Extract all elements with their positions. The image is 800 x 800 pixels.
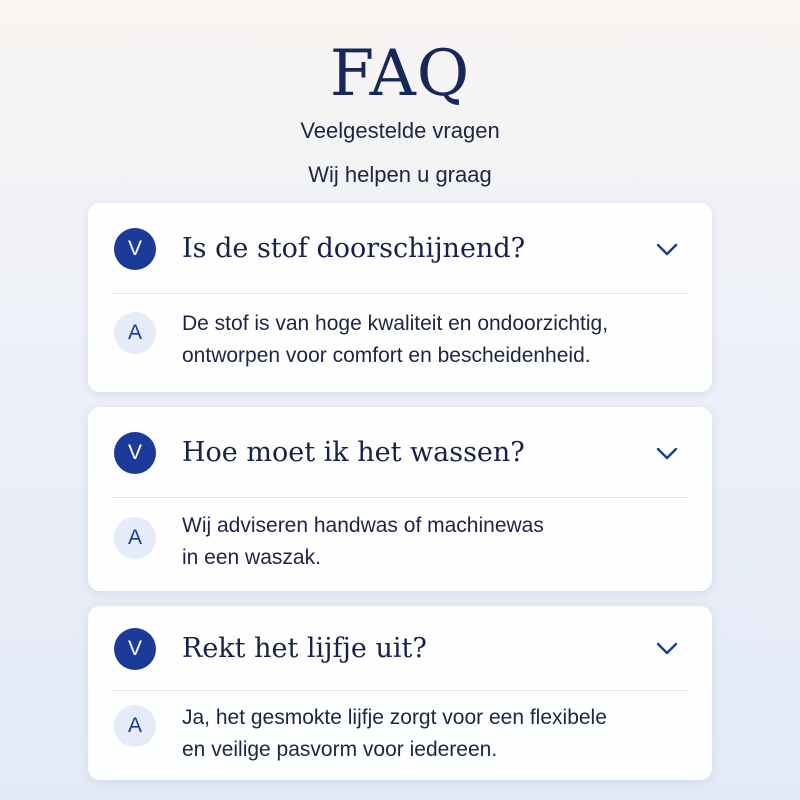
faq-answer-text — [182, 702, 692, 766]
answer-line: ontworpen voor comfort en bescheidenheid. — [182, 344, 591, 367]
faq-question-toggle[interactable] — [88, 606, 712, 690]
chevron-down-icon[interactable] — [653, 443, 681, 463]
faq-answer-text — [182, 510, 692, 574]
page-subtitle: Veelgestelde vragen — [300, 118, 500, 143]
answer-badge: A — [114, 705, 156, 747]
faq-question-text: Is de stof doorschijnend? — [182, 233, 526, 264]
faq-question-toggle[interactable] — [88, 203, 712, 295]
answer-badge: A — [114, 517, 156, 559]
chevron-down-icon[interactable] — [653, 638, 681, 658]
question-badge: V — [114, 432, 156, 474]
faq-question-toggle[interactable] — [88, 407, 712, 499]
faq-item-washing — [88, 407, 712, 591]
answer-line: Wij adviseren handwas of machinewas — [182, 514, 544, 537]
answer-line: en veilige pasvorm voor iedereen. — [182, 738, 498, 761]
answer-line: Ja, het gesmokte lijfje zorgt voor een flexibele — [182, 706, 607, 729]
faq-question-text: Hoe moet ik het wassen? — [182, 437, 525, 468]
divider — [112, 293, 688, 294]
page-tagline: Wij helpen u graag — [308, 162, 492, 187]
page-title: FAQ — [329, 37, 471, 111]
faq-item-bodice — [88, 606, 712, 780]
faq-answer-text — [182, 308, 692, 372]
answer-line: in een waszak. — [182, 546, 321, 569]
faq-item-fabric — [88, 203, 712, 392]
answer-line: De stof is van hoge kwaliteit en ondoorzichtig, — [182, 312, 609, 335]
question-badge: V — [114, 628, 156, 670]
faq-question-text: Rekt het lijfje uit? — [182, 633, 427, 664]
divider — [112, 497, 688, 498]
divider — [112, 690, 688, 691]
chevron-down-icon[interactable] — [653, 239, 681, 259]
question-badge: V — [114, 228, 156, 270]
answer-badge: A — [114, 312, 156, 354]
